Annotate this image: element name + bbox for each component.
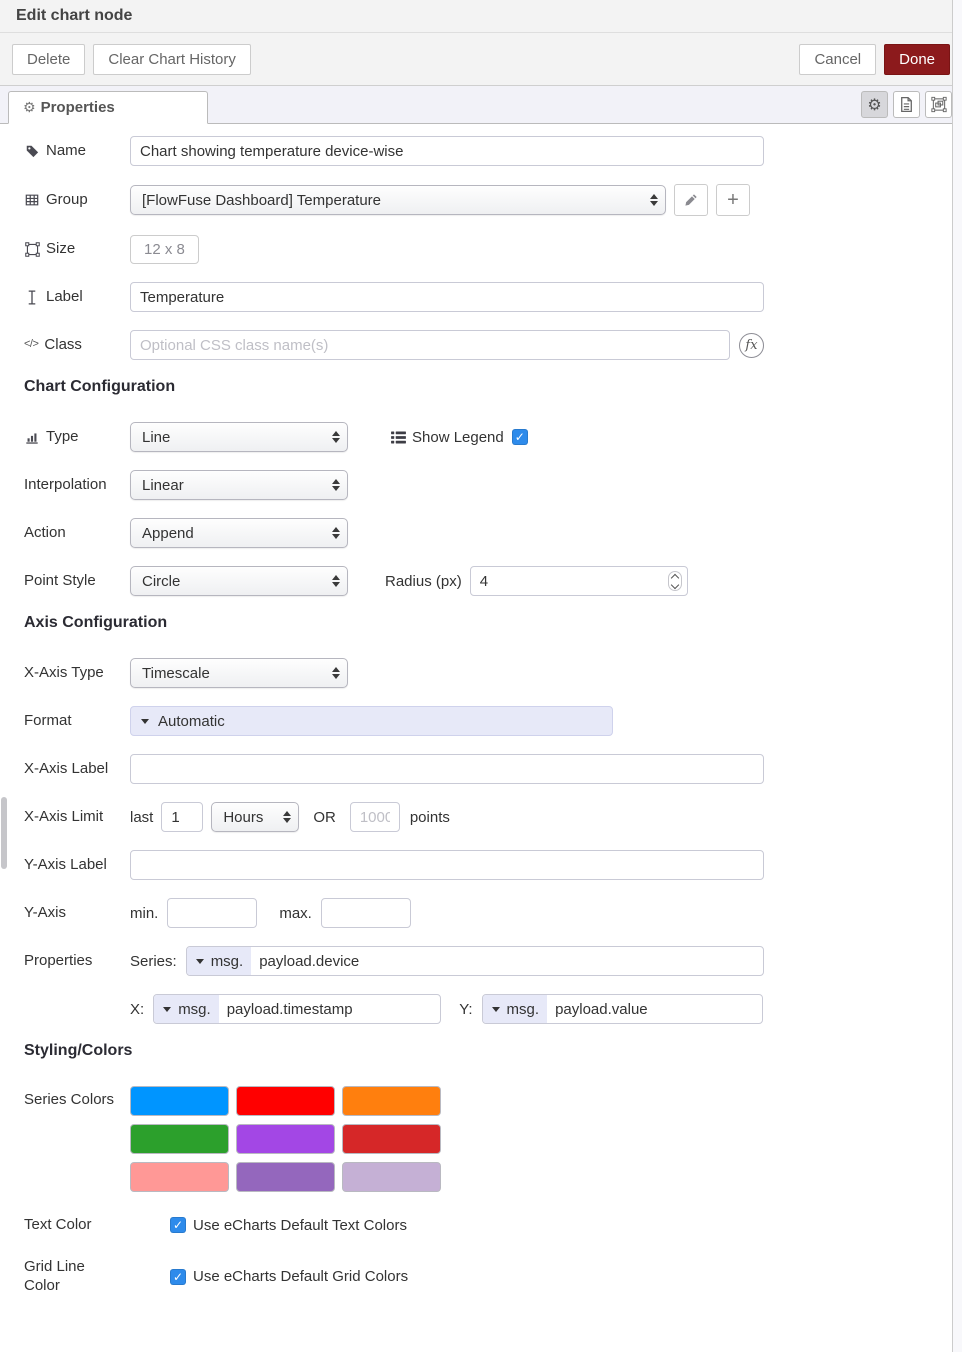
select-stepper-icon (332, 575, 340, 587)
cancel-button[interactable]: Cancel (799, 44, 876, 75)
add-group-button[interactable] (716, 184, 750, 216)
select-stepper-icon (332, 527, 340, 539)
y-axis-label-input[interactable] (130, 850, 764, 880)
label-field-label-row: Label (24, 288, 130, 307)
fx-icon: fx (739, 333, 764, 358)
color-swatch[interactable] (130, 1086, 229, 1116)
chevron-down-icon (141, 719, 149, 724)
size-field-label-row: Size (24, 240, 130, 259)
text-color-field-label-row: Text Color (24, 1215, 92, 1233)
y-property-type-pill[interactable]: msg. (483, 995, 548, 1023)
table-icon (24, 193, 40, 207)
document-icon (899, 96, 915, 113)
series-typed-input[interactable]: msg. payload.device (186, 946, 764, 976)
i-beam-icon (24, 290, 40, 305)
select-stepper-icon (332, 431, 340, 443)
group-field-label-row: Group (24, 191, 130, 210)
legend-list-icon (390, 431, 406, 444)
select-stepper-icon (650, 194, 658, 206)
color-swatch[interactable] (130, 1124, 229, 1154)
dialog-title: Edit chart node (0, 0, 962, 33)
y-property-typed-input[interactable]: msg. payload.value (482, 994, 763, 1024)
clear-chart-history-button[interactable]: Clear Chart History (93, 44, 251, 75)
action-select[interactable]: Append (130, 518, 348, 548)
point-style-select[interactable]: Circle (130, 566, 348, 596)
points-label: points (409, 808, 450, 826)
description-view-button[interactable] (893, 91, 920, 118)
x-axis-limit-unit-select[interactable]: Hours (211, 802, 299, 832)
tag-icon (24, 144, 40, 158)
color-swatch[interactable] (342, 1086, 441, 1116)
x-property-label: X: (130, 1000, 145, 1018)
group-select[interactable]: [FlowFuse Dashboard] Temperature (130, 185, 666, 215)
size-button[interactable]: 12 x 8 (130, 235, 199, 264)
edit-group-button[interactable] (674, 184, 708, 216)
label-input[interactable] (130, 282, 764, 312)
size-handles-icon (24, 242, 40, 257)
grid-line-color-field-label-row: Grid Line Color (24, 1258, 85, 1294)
select-stepper-icon (283, 811, 291, 823)
x-axis-label-field-label-row: X-Axis Label (24, 759, 109, 777)
series-type-pill[interactable]: msg. (187, 947, 252, 975)
show-legend-checkbox[interactable] (512, 429, 528, 445)
y-axis-label-field-label-row: Y-Axis Label (24, 855, 107, 873)
gear-icon: ⚙ (23, 99, 36, 115)
pencil-icon (683, 193, 699, 207)
x-property-typed-input[interactable]: msg. payload.timestamp (153, 994, 441, 1024)
plus-icon: + (727, 189, 739, 211)
text-color-checkbox-label: Use eCharts Default Text Colors (193, 1216, 407, 1234)
format-field-label-row: Format (24, 711, 72, 729)
y-axis-min-input[interactable] (167, 898, 257, 928)
y-axis-max-label: max. (279, 904, 312, 922)
color-swatch[interactable] (130, 1162, 229, 1192)
styling-colors-heading: Styling/Colors (24, 1042, 133, 1059)
color-swatch[interactable] (342, 1162, 441, 1192)
y-axis-max-input[interactable] (321, 898, 411, 928)
type-field-label-row: Type (24, 428, 130, 447)
x-property-type-pill[interactable]: msg. (154, 995, 219, 1023)
bar-chart-icon (24, 431, 40, 444)
gear-icon: ⚙ (867, 96, 882, 114)
class-field-label-row: </> Class (24, 335, 82, 353)
color-swatch[interactable] (236, 1162, 335, 1192)
last-label: last (130, 808, 154, 826)
code-icon: </> (24, 338, 39, 351)
editor-tab-bar (0, 86, 962, 124)
y-property-label: Y: (459, 1000, 473, 1018)
grid-color-default-checkbox[interactable] (170, 1269, 186, 1285)
select-stepper-icon (332, 479, 340, 491)
name-input[interactable] (130, 136, 764, 166)
format-typed-button[interactable]: Automatic (130, 706, 613, 736)
color-swatch[interactable] (236, 1124, 335, 1154)
tab-properties-label: Properties (40, 99, 115, 116)
select-stepper-icon (332, 667, 340, 679)
class-input[interactable] (130, 330, 730, 360)
y-axis-field-label-row: Y-Axis (24, 903, 66, 921)
series-label: Series: (130, 952, 177, 970)
x-axis-type-select[interactable]: Timescale (130, 658, 348, 688)
x-axis-limit-value-input[interactable] (161, 802, 203, 832)
or-label: OR (313, 808, 336, 826)
properties-form (0, 124, 962, 1296)
appearance-view-button[interactable] (925, 91, 952, 118)
text-color-default-checkbox[interactable] (170, 1217, 186, 1233)
series-colors-label: Series Colors (24, 1091, 115, 1108)
series-colors-grid (130, 1086, 441, 1192)
radius-input[interactable] (470, 566, 688, 596)
show-legend-label: Show Legend (412, 428, 504, 446)
delete-button[interactable]: Delete (12, 44, 85, 75)
number-spinner-icon[interactable] (668, 571, 682, 591)
interpolation-field-label-row: Interpolation (24, 475, 107, 493)
panel-right-rail (952, 0, 962, 1352)
dialog-toolbar (0, 33, 962, 86)
axis-configuration-heading: Axis Configuration (24, 614, 168, 631)
scrollbar-thumb[interactable] (1, 797, 7, 869)
point-style-field-label-row: Point Style (24, 571, 96, 589)
chevron-down-icon (492, 1007, 500, 1012)
name-field-label-row: Name (24, 142, 130, 161)
chevron-down-icon (163, 1007, 171, 1012)
properties-field-label-row: Properties (24, 951, 93, 969)
chart-configuration-heading: Chart Configuration (24, 378, 176, 395)
interpolation-select[interactable]: Linear (130, 470, 348, 500)
x-axis-limit-points-input[interactable] (350, 802, 400, 832)
grid-color-checkbox-label: Use eCharts Default Grid Colors (193, 1268, 409, 1286)
action-field-label-row: Action (24, 523, 66, 541)
color-swatch[interactable] (342, 1124, 441, 1154)
tab-properties[interactable] (8, 91, 208, 124)
x-axis-type-field-label-row: X-Axis Type (24, 663, 104, 681)
color-swatch[interactable] (236, 1086, 335, 1116)
x-axis-limit-field-label-row: X-Axis Limit (24, 807, 104, 825)
chevron-down-icon (196, 959, 204, 964)
done-button[interactable]: Done (884, 44, 950, 75)
properties-view-button[interactable] (861, 91, 888, 118)
x-axis-label-input[interactable] (130, 754, 764, 784)
chart-type-select[interactable]: Line (130, 422, 348, 452)
object-group-icon (931, 96, 947, 113)
y-axis-min-label: min. (130, 904, 159, 922)
radius-label: Radius (px) (385, 572, 462, 590)
